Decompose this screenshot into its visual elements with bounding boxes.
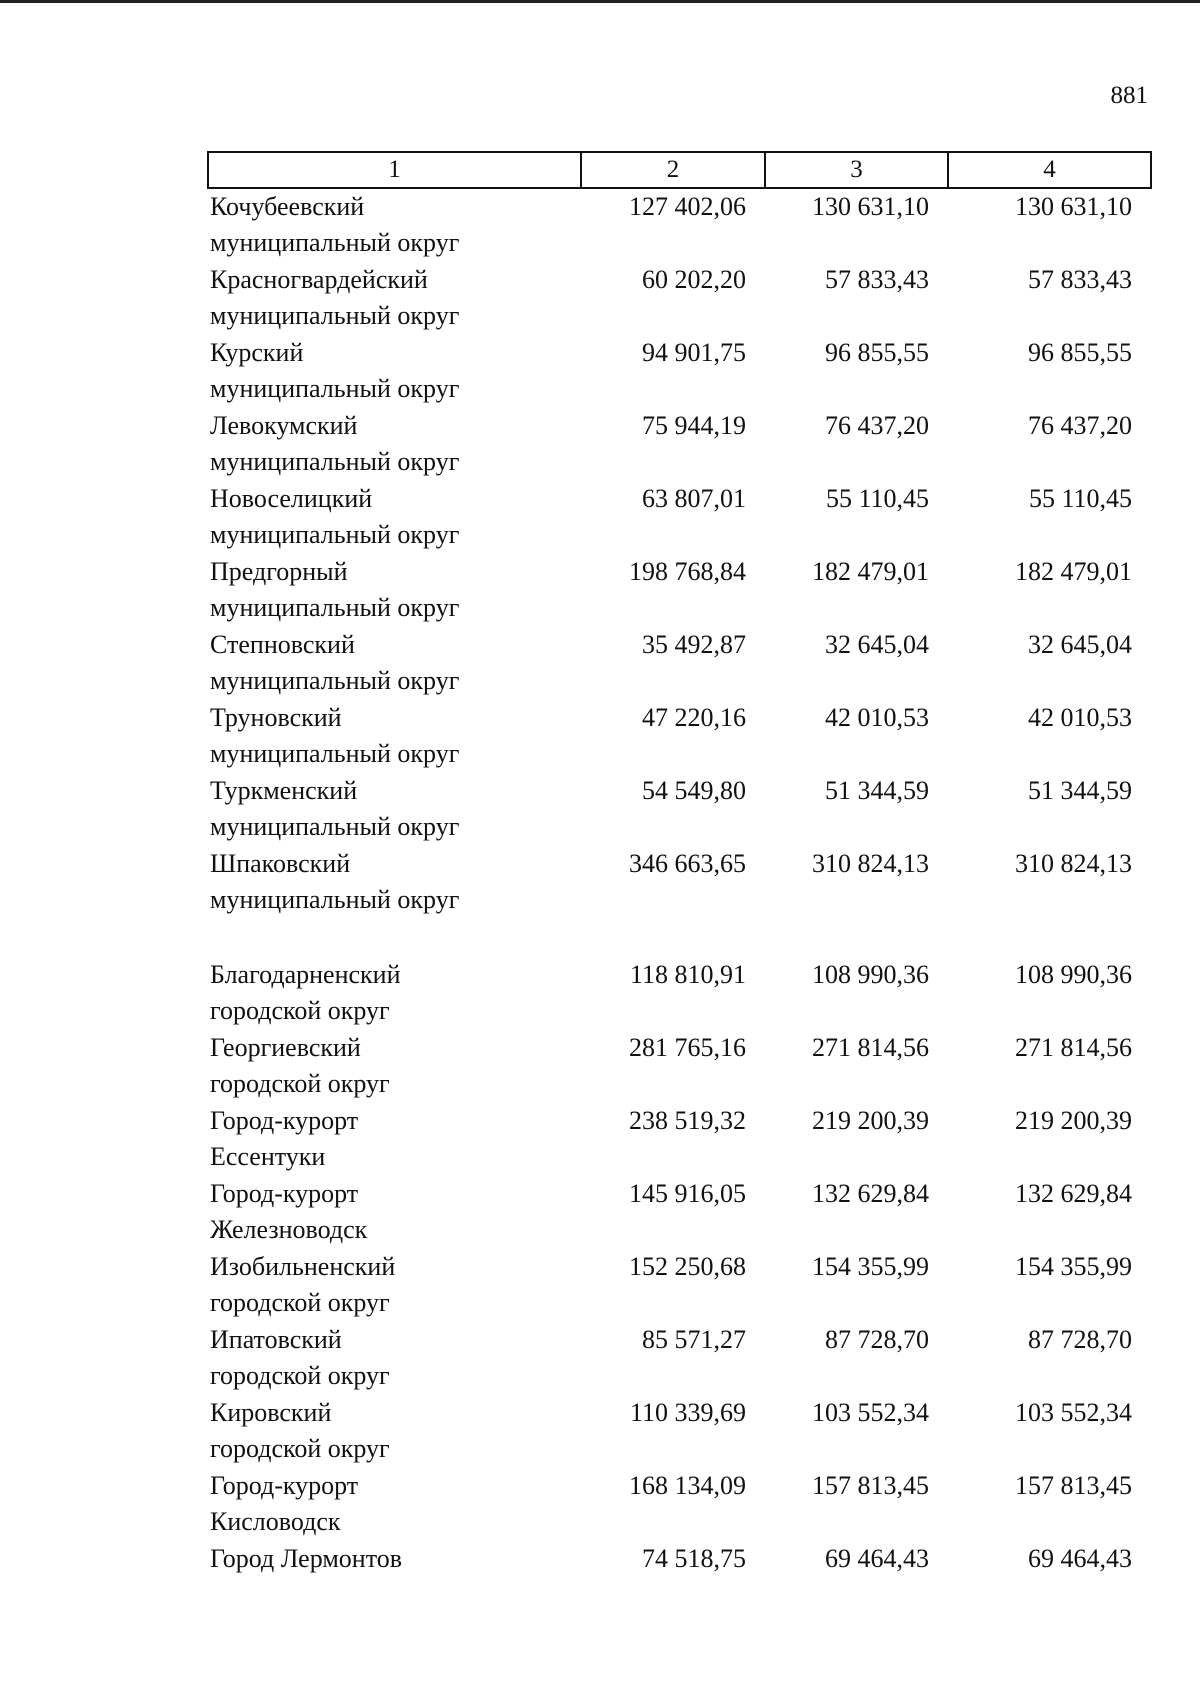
- district-name-line: Красногвардейский: [210, 265, 428, 294]
- value-col-2: 346 663,65: [629, 849, 746, 878]
- district-type-line: муниципальный округ: [210, 228, 460, 257]
- table-row: [208, 1030, 1151, 1103]
- value-col-4: 271 814,56: [1015, 1033, 1132, 1062]
- district-type-line: муниципальный округ: [210, 301, 460, 330]
- value-col-2: 110 339,69: [629, 1398, 746, 1427]
- value-col-3: 69 464,43: [825, 1544, 929, 1573]
- value-col-4: 108 990,36: [1015, 960, 1132, 989]
- district-name-cell: [208, 1176, 581, 1249]
- district-type-line: Ессентуки: [210, 1142, 326, 1171]
- district-type-line: муниципальный округ: [210, 812, 460, 841]
- value-col-4: 96 855,55: [1028, 338, 1132, 367]
- district-type-line: муниципальный округ: [210, 520, 460, 549]
- column-header-3: 3: [765, 152, 948, 188]
- value-col-3: 219 200,39: [812, 1106, 929, 1135]
- district-type-line: городской округ: [210, 1361, 390, 1390]
- value-col-2: 75 944,19: [642, 411, 746, 440]
- district-type-line: Кисловодск: [210, 1507, 341, 1536]
- value-col-3: 57 833,43: [825, 265, 929, 294]
- district-name-line: Георгиевский: [210, 1033, 361, 1062]
- group-separator-cell: [208, 919, 1151, 957]
- value-col-2: 60 202,20: [642, 265, 746, 294]
- district-name-line: Благодарненский: [210, 960, 401, 989]
- district-name-cell: [208, 627, 581, 700]
- value-col-2: 118 810,91: [629, 960, 746, 989]
- district-name-line: Кочубеевский: [210, 192, 365, 221]
- value-col-4: 42 010,53: [1028, 703, 1132, 732]
- district-name-cell: [208, 1468, 581, 1541]
- table-row: [208, 335, 1151, 408]
- column-header-1: 1: [208, 152, 581, 188]
- district-name-cell: [208, 335, 581, 408]
- value-col-4: 57 833,43: [1028, 265, 1132, 294]
- value-col-4: 76 437,20: [1028, 411, 1132, 440]
- district-name-cell: [208, 481, 581, 554]
- district-name-line: Город-курорт: [210, 1179, 359, 1208]
- district-name-cell: [208, 1249, 581, 1322]
- table-row: [208, 1176, 1151, 1249]
- table-row: [208, 554, 1151, 627]
- value-col-4: 182 479,01: [1015, 557, 1132, 586]
- district-name-cell: [208, 1395, 581, 1468]
- district-type-line: муниципальный округ: [210, 447, 460, 476]
- district-name-cell: [208, 1103, 581, 1176]
- value-col-4: 157 813,45: [1015, 1471, 1132, 1500]
- district-name-line: Шпаковский: [210, 849, 351, 878]
- table-row: [208, 1103, 1151, 1176]
- district-name-cell: [208, 846, 581, 919]
- table-row: [208, 773, 1151, 846]
- table-row: [208, 1468, 1151, 1541]
- value-col-2: 127 402,06: [629, 192, 746, 221]
- page-number: 881: [1110, 82, 1148, 109]
- value-col-4: 310 824,13: [1015, 849, 1132, 878]
- district-name-cell: [208, 1322, 581, 1395]
- value-col-3: 55 110,45: [825, 484, 929, 513]
- value-col-3: 51 344,59: [825, 776, 929, 805]
- value-col-4: 103 552,34: [1015, 1398, 1132, 1427]
- value-col-3: 96 855,55: [825, 338, 929, 367]
- value-col-3: 182 479,01: [812, 557, 929, 586]
- value-col-3: 76 437,20: [825, 411, 929, 440]
- value-col-4: 55 110,45: [1028, 484, 1132, 513]
- district-type-line: городской округ: [210, 996, 390, 1025]
- value-col-2: 94 901,75: [642, 338, 746, 367]
- district-type-line: муниципальный округ: [210, 666, 460, 695]
- value-col-2: 281 765,16: [629, 1033, 746, 1062]
- district-type-line: муниципальный округ: [210, 739, 460, 768]
- district-name-line: Кировский: [210, 1398, 332, 1427]
- value-col-2: 85 571,27: [642, 1325, 746, 1354]
- value-col-3: 157 813,45: [812, 1471, 929, 1500]
- district-name-cell: [208, 700, 581, 773]
- district-type-line: Железноводск: [210, 1215, 368, 1244]
- value-col-2: 54 549,80: [642, 776, 746, 805]
- district-name-line: Труновский: [210, 703, 342, 732]
- value-col-3: 271 814,56: [812, 1033, 929, 1062]
- district-name-line: Город-курорт: [210, 1106, 359, 1135]
- top-rule: [0, 0, 1200, 3]
- value-col-3: 87 728,70: [825, 1325, 929, 1354]
- district-name-cell: [208, 1541, 581, 1581]
- district-name-line: Предгорный: [210, 557, 348, 586]
- district-type-line: муниципальный округ: [210, 885, 460, 914]
- district-name-line: Курский: [210, 338, 304, 367]
- district-name-line: Степновский: [210, 630, 355, 659]
- value-col-4: 130 631,10: [1015, 192, 1132, 221]
- district-name-cell: [208, 262, 581, 335]
- district-name-line: Изобильненский: [210, 1252, 396, 1281]
- value-col-3: 132 629,84: [812, 1179, 929, 1208]
- table-row: [208, 262, 1151, 335]
- value-col-4: 32 645,04: [1028, 630, 1132, 659]
- table-row: [208, 408, 1151, 481]
- table-row: [208, 846, 1151, 919]
- value-col-3: 32 645,04: [825, 630, 929, 659]
- table-row: [208, 700, 1151, 773]
- district-name-cell: [208, 1030, 581, 1103]
- value-col-2: 47 220,16: [642, 703, 746, 732]
- value-col-2: 198 768,84: [629, 557, 746, 586]
- column-header-4: 4: [948, 152, 1151, 188]
- budget-table: [207, 151, 1152, 1581]
- table-row: [208, 1249, 1151, 1322]
- value-col-2: 168 134,09: [629, 1471, 746, 1500]
- district-name-cell: [208, 773, 581, 846]
- district-type-line: городской округ: [210, 1288, 390, 1317]
- value-col-3: 103 552,34: [812, 1398, 929, 1427]
- value-col-3: 310 824,13: [812, 849, 929, 878]
- table-row: [208, 957, 1151, 1030]
- value-col-3: 108 990,36: [812, 960, 929, 989]
- value-col-3: 130 631,10: [812, 192, 929, 221]
- district-name-line: Новоселицкий: [210, 484, 373, 513]
- value-col-4: 69 464,43: [1028, 1544, 1132, 1573]
- table-row: [208, 188, 1151, 262]
- district-name-cell: [208, 554, 581, 627]
- value-col-2: 238 519,32: [629, 1106, 746, 1135]
- group-separator-row: [208, 919, 1151, 957]
- value-col-3: 42 010,53: [825, 703, 929, 732]
- value-col-4: 154 355,99: [1015, 1252, 1132, 1281]
- value-col-3: 154 355,99: [812, 1252, 929, 1281]
- district-type-line: городской округ: [210, 1434, 390, 1463]
- value-col-2: 63 807,01: [642, 484, 746, 513]
- district-type-line: городской округ: [210, 1069, 390, 1098]
- value-col-2: 152 250,68: [629, 1252, 746, 1281]
- value-col-4: 132 629,84: [1015, 1179, 1132, 1208]
- value-col-4: 51 344,59: [1028, 776, 1132, 805]
- table-body: [208, 188, 1151, 1581]
- column-header-2: 2: [581, 152, 765, 188]
- district-name-line: Ипатовский: [210, 1325, 342, 1354]
- value-col-2: 74 518,75: [642, 1544, 746, 1573]
- district-name-line: Город-курорт: [210, 1471, 359, 1500]
- district-name-cell: [208, 957, 581, 1030]
- value-col-2: 145 916,05: [629, 1179, 746, 1208]
- value-col-4: 219 200,39: [1015, 1106, 1132, 1135]
- table-row: [208, 1541, 1151, 1581]
- district-name-line: Город Лермонтов: [210, 1544, 402, 1573]
- value-col-4: 87 728,70: [1028, 1325, 1132, 1354]
- table-row: [208, 481, 1151, 554]
- district-name-line: Туркменский: [210, 776, 358, 805]
- value-col-2: 35 492,87: [642, 630, 746, 659]
- table-row: [208, 627, 1151, 700]
- table-row: [208, 1395, 1151, 1468]
- district-name-cell: [208, 188, 581, 262]
- district-name-cell: [208, 408, 581, 481]
- district-name-line: Левокумский: [210, 411, 358, 440]
- table-row: [208, 1322, 1151, 1395]
- district-type-line: муниципальный округ: [210, 593, 460, 622]
- header-row: [208, 152, 1151, 188]
- district-type-line: муниципальный округ: [210, 374, 460, 403]
